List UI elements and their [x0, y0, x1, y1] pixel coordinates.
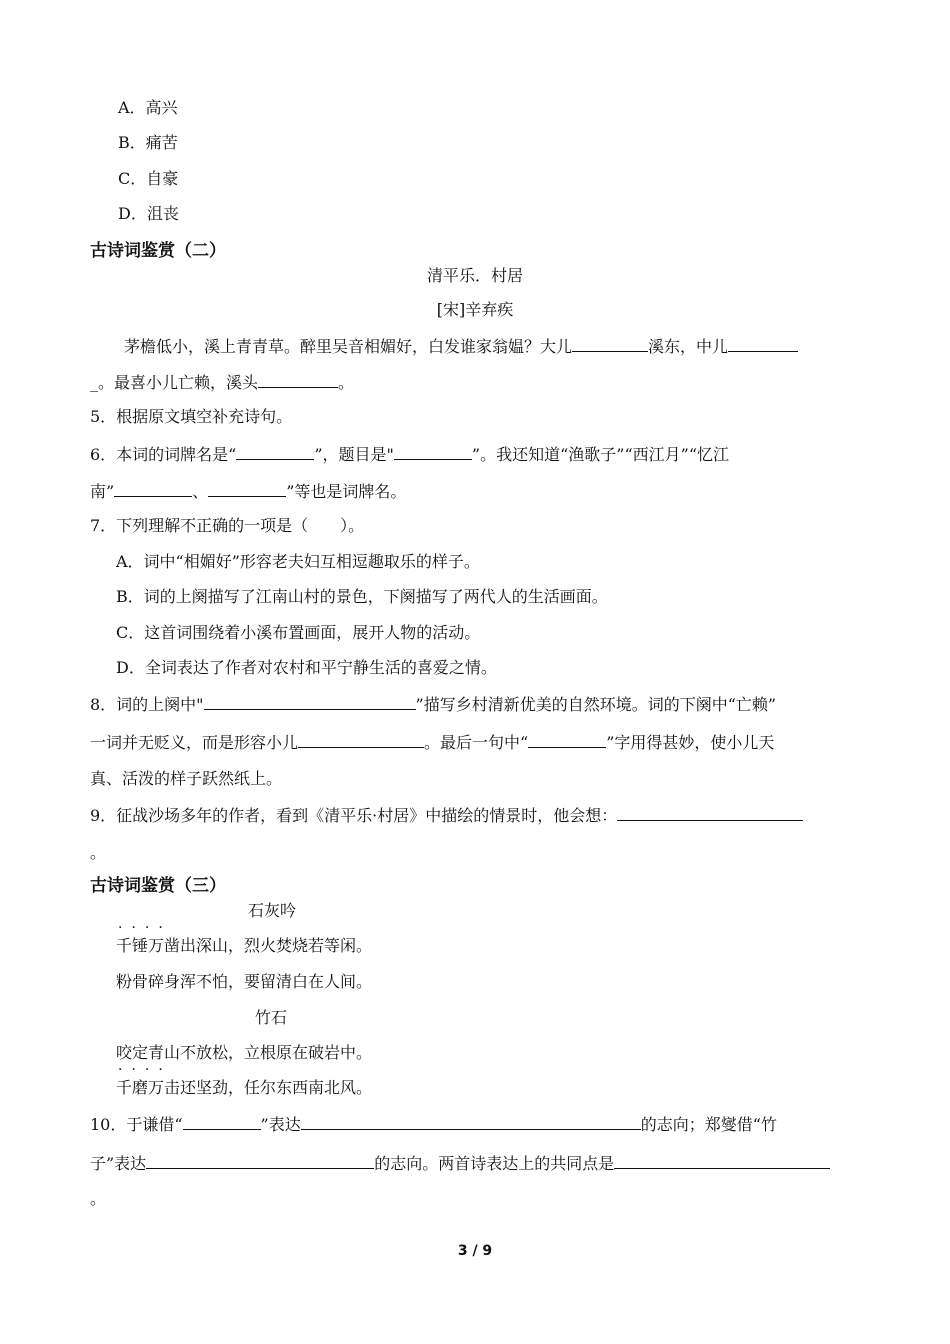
page-number: 3 / 9 [457, 1243, 493, 1259]
blank[interactable] [614, 1152, 830, 1169]
emphasis-dots: ···· [118, 1062, 172, 1078]
poem-author: [宋]辛弃疾 [436, 300, 514, 319]
poem2-line2: 千磨万击还坚劲，任尔东西南北风。 [116, 1078, 373, 1097]
blank[interactable] [301, 1113, 641, 1130]
blank[interactable] [183, 1113, 261, 1130]
poem-text-line2: _。最喜小儿亡赖，溪头 。 [90, 373, 355, 392]
question-6: 6．本词的词牌名是“ ”，题目是" ”。我还知道“渔歌子”“西江月”“忆江 [90, 445, 730, 464]
question-9-end: 。 [90, 843, 107, 862]
section3-heading: 古诗词鉴赏（三） [90, 876, 226, 896]
blank[interactable] [728, 335, 798, 352]
emphasis-dots: ···· [118, 920, 172, 936]
blank[interactable] [258, 371, 338, 388]
q7-option-b: B．词的上阕描写了江南山村的景色，下阕描写了两代人的生活画面。 [116, 587, 608, 606]
blank[interactable] [394, 443, 472, 460]
poem1-line1: 千锤万凿出深山，烈火焚烧若等闲。 [116, 936, 373, 955]
poem2-line1: 咬定青山不放松，立根原在破岩中。 [116, 1043, 373, 1062]
question-7: 7．下列理解不正确的一项是（ ）。 [90, 516, 365, 535]
blank[interactable] [617, 804, 803, 821]
section2-heading: 古诗词鉴赏（二） [90, 241, 226, 261]
poem-title: 清平乐．村居 [426, 266, 523, 285]
poem-text-line1: 茅檐低小，溪上青青草。醉里吴音相媚好，白发谁家翁媪？大儿 溪东，中儿 [124, 335, 798, 358]
question-8-cont2: 真、活泼的样子跃然纸上。 [90, 769, 283, 788]
blank[interactable] [572, 335, 648, 352]
blank[interactable] [236, 443, 314, 460]
poem1-title: 石灰吟 [248, 901, 297, 920]
blank[interactable] [298, 731, 424, 748]
q7-option-a: A．词中“相媚好”形容老夫妇互相逗趣取乐的样子。 [116, 552, 480, 571]
q7-option-c: C．这首词围绕着小溪布置画面，展开人物的活动。 [116, 623, 481, 642]
question-5: 5．根据原文填空补充诗句。 [90, 407, 293, 426]
blank[interactable] [528, 731, 606, 748]
poem1-line2: 粉骨碎身浑不怕，要留清白在人间。 [116, 972, 373, 991]
question-10: 10．于谦借“ ”表达 的志向；郑燮借“竹 [90, 1115, 777, 1134]
blank[interactable] [114, 480, 192, 497]
option-a: A．高兴 [118, 98, 178, 117]
question-9: 9．征战沙场多年的作者，看到《清平乐·村居》中描绘的情景时，他会想： [90, 804, 803, 827]
question-10-cont: 子”表达 的志向。两首诗表达上的共同点是 [90, 1152, 830, 1175]
blank[interactable] [146, 1152, 374, 1169]
blank[interactable] [204, 693, 416, 710]
option-c: C．自豪 [118, 169, 179, 188]
question-6-cont: 南” 、 ”等也是词牌名。 [90, 482, 407, 501]
question-10-end: 。 [90, 1189, 107, 1208]
question-8-cont: 一词并无贬义，而是形容小儿 。最后一句中“ ”字用得甚妙，使小儿天 [90, 733, 775, 752]
q7-option-d: D．全词表达了作者对农村和平宁静生活的喜爱之情。 [116, 658, 497, 677]
option-d: D．沮丧 [118, 204, 179, 223]
blank[interactable] [208, 480, 286, 497]
poem2-title: 竹石 [255, 1008, 288, 1027]
option-b: B．痛苦 [118, 133, 178, 152]
question-8: 8．词的上阕中" ”描写乡村清新优美的自然环境。词的下阕中“亡赖” [90, 695, 777, 714]
